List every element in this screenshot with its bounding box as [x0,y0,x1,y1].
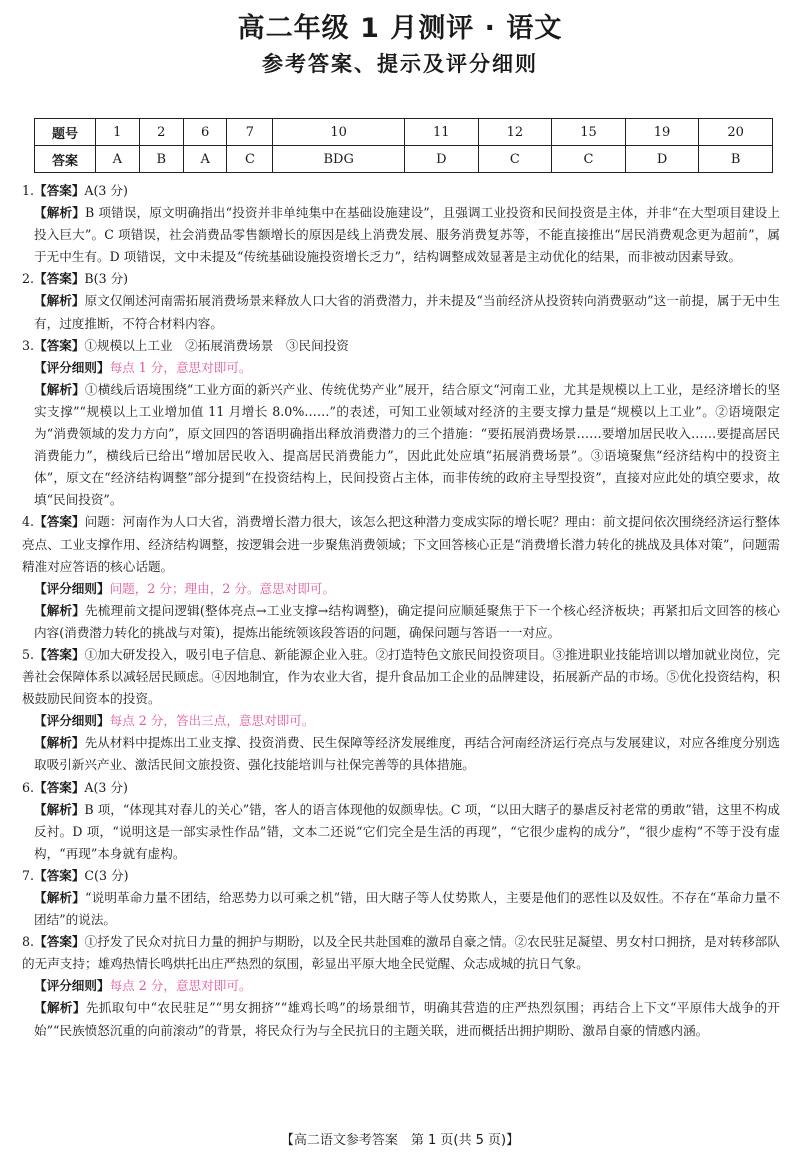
table-cell: 12 [478,119,552,146]
q4-explanation [22,600,780,644]
table-cell: BDG [273,146,405,173]
answer-label: 【答案】 [34,779,85,795]
answer-text: C(3 分) [84,867,129,883]
q5-explanation [22,732,780,776]
scoring-label: 【评分细则】 [34,580,110,596]
explanation-text: ①横线后语境围绕“工业方面的新兴产业、传统优势产业”展开，结合原文“河南工业，尤其是规模以上工业，是经济增长的坚实支撑”“规模以上工业增加值 11 月增长 8.0%……”的表述，可知工业领域对经济的主要支撑力量是“规模以上工业”。②语境限定为“消费领域的发力方向”，原文回四的答语明确指出释放消费潜力的三个措施：“要拓展消费场景……要增加居民收入……要提高居民消费能力”，横线后已给出“增加居民收入、提高居民消费能力”，因此此处应填“拓展消费场景”。③语境聚焦“经济结构中的投资主体”，原文在“经济结构调整”部分提到“在投资结构上，民间投资占主体，而非传统的政府主导型投资”，直接对应此处的填空要求，故填“民间投资”。 [34,381,780,508]
table-cell: B [699,146,773,173]
table-cell: D [404,146,478,173]
q3-answer [22,335,780,357]
explanation-label: 【解析】 [34,735,85,751]
q1-explanation [22,202,780,268]
question-number: 7. [22,867,35,883]
table-cell: A [96,146,140,173]
table-cell: 15 [552,119,626,146]
table-cell: C [227,146,273,173]
page-footer: 【高二语文参考答案 第 1 页(共 5 页)】 [280,1133,520,1148]
q7-answer [22,865,780,887]
table-cell: 11 [404,119,478,146]
q3-explanation [22,379,780,512]
q2-answer [22,268,780,290]
q5-scoring [22,710,780,732]
answer-body [22,180,780,1042]
q8-explanation [22,997,780,1041]
answer-label: 【答案】 [34,934,85,950]
answer-label: 【答案】 [34,271,85,287]
q6-explanation [22,799,780,865]
answer-text: ①抒发了民众对抗日力量的拥护与期盼，以及全民共赴国难的激昂自豪之情。②农民驻足凝望、男女村口拥挤，是对转移部队的无声支持；雄鸡热情长鸣烘托出庄严热烈的氛围，彰显出平原大地全民觉醒、众志成城的抗日气象。 [22,934,781,972]
q2-explanation [22,290,780,334]
question-number-header: 题号 [35,119,96,146]
q4-scoring [22,578,780,600]
question-number: 6. [22,779,35,795]
q8-scoring [22,975,780,997]
explanation-label: 【解析】 [34,1000,86,1016]
answer-text: B(3 分) [84,271,129,287]
question-number: 2. [22,271,35,287]
table-cell: D [625,146,699,173]
question-number: 1. [22,183,35,198]
scoring-text: 每点 2 分，意思对即可。 [109,978,252,994]
question-number: 4. [22,514,35,530]
answer-label: 【答案】 [34,514,85,530]
explanation-label: 【解析】 [34,205,85,221]
explanation-text: B 项错误，原文明确指出“投资并非单纯集中在基础设施建设”，且强调工业投资和民间投资是主体，并非“在大型项目建设上投入巨大”。C 项错误，社会消费品零售额增长的原因是线上消费发展、服务消费复苏等，不能直接推出“居民消费观念更为超前”，属于无中生有。D 项错误，文中未提及“传统基础设施投资增长乏力”，结构调整成效显著是主动优化的结果，而非被动因素导致。 [34,205,781,265]
answer-label: 【答案】 [34,183,85,198]
table-row-answers [35,146,773,173]
scoring-text: 每点 1 分，意思对即可。 [109,359,252,375]
table-cell: 20 [699,119,773,146]
q7-explanation [22,887,780,931]
table-cell: 10 [273,119,405,146]
q6-answer [22,777,780,799]
answer-text: ①规模以上工业 ②拓展消费场景 ③民间投资 [84,337,349,353]
table-cell: C [478,146,552,173]
answer-text: 问题：河南作为人口大省，消费增长潜力很大，该怎么把这种潜力变成实际的增长呢？理由：前文提问依次围绕经济运行整体亮点、工业支撑作用、经济结构调整，按逻辑会进一步聚焦消费领域；下文回答核心正是“消费增长潜力转化的挑战及具体对策”，问题需精准对应答语的核心话题。 [22,514,781,574]
q5-answer [22,644,780,710]
table-cell: B [139,146,183,173]
page-subtitle: 参考答案、提示及评分细则 [262,52,538,76]
explanation-text: 先从材料中提炼出工业支撑、投资消费、民生保障等经济发展维度，再结合河南经济运行亮点与发展建议，对应各维度分别选取吸引新兴产业、激活民间文旅投资、强化技能培训与社保完善等的具体措施。 [34,735,781,773]
scoring-label: 【评分细则】 [34,978,110,994]
scoring-label: 【评分细则】 [34,359,110,375]
question-number: 8. [22,934,35,950]
q4-answer [22,511,780,577]
answer-label: 【答案】 [34,337,85,353]
table-cell: 1 [96,119,140,146]
answer-table [34,118,773,173]
q3-scoring [22,357,780,379]
answer-text: A(3 分) [84,183,128,198]
explanation-text: 先梳理前文提问逻辑(整体亮点→工业支撑→结构调整)，确定提问应顺延聚焦于下一个核心经济板块；再紧扣后文回答的核心内容(消费潜力转化的挑战与对策)，提炼出能统领该段答语的问题，确保问题与答语一一对应。 [34,602,781,640]
table-cell: 19 [625,119,699,146]
explanation-text: 先抓取句中“农民驻足”“男女拥挤”“雄鸡长鸣”的场景细节，明确其营造的庄严热烈氛围；再结合上下文“平原伟大战争的开始”“民族愤怒沉重的向前滚动”的背景，将民众行为与全民抗日的主题关联，进而概括出拥护期盼、激昂自豪的情感内涵。 [34,1000,781,1038]
explanation-label: 【解析】 [34,801,85,817]
answer-header: 答案 [35,146,96,173]
explanation-label: 【解析】 [34,602,86,618]
page-title: 高二年级 1 月测评 · 语文 [237,13,563,44]
answer-label: 【答案】 [34,646,85,662]
table-row-questions [35,119,773,146]
explanation-text: B 项，“体现其对春儿的关心”错，客人的语言体现他的奴颜卑怯。C 项，“以田大瞎子的暴虐反衬老常的勇敢”错，这里不构成反衬。D 项，“说明这是一部实录性作品”错，文本二还说“它们完全是生活的再现”，“它很少虚构的成分”，“很少虚构”不等于没有虚构，“再现”本身就有虚构。 [34,801,780,861]
scoring-text: 问题，2 分；理由，2 分。意思对即可。 [109,580,336,596]
table-cell: A [183,146,227,173]
scoring-label: 【评分细则】 [34,713,110,729]
explanation-label: 【解析】 [34,381,85,397]
answer-text: ①加大研发投入，吸引电子信息、新能源企业入驻。②打造特色文旅民间投资项目。③推进职业技能培训以增加就业岗位，完善社会保障体系以减轻居民顾虑。④因地制宜，作为农业大省，提升食品加工企业的品牌建设，拓展新产品的市场。⑤优化投资结构，积极鼓励民间资本的投资。 [22,646,781,707]
answer-text: A(3 分) [84,779,128,795]
answer-label: 【答案】 [34,867,85,883]
explanation-text: “说明革命力量不团结，给恶势力以可乘之机”错，田大瞎子等人仗势欺人，主要是他们的恶性以及奴性。不存在“革命力量不团结”的说法。 [34,890,780,928]
table-cell: 6 [183,119,227,146]
q1-answer [22,180,780,202]
explanation-label: 【解析】 [34,293,85,309]
explanation-text: 原文仅阐述河南需拓展消费场景来释放人口大省的消费潜力，并未提及“当前经济从投资转向消费驱动”这一前提，属于无中生有，过度推断，不符合材料内容。 [34,293,780,331]
scoring-text: 每点 2 分，答出三点，意思对即可。 [109,713,315,729]
table-cell: 7 [227,119,273,146]
question-number: 3. [22,337,35,353]
table-cell: 2 [139,119,183,146]
q8-answer [22,931,780,975]
question-number: 5. [22,646,35,662]
explanation-label: 【解析】 [34,890,85,905]
table-cell: C [552,146,626,173]
